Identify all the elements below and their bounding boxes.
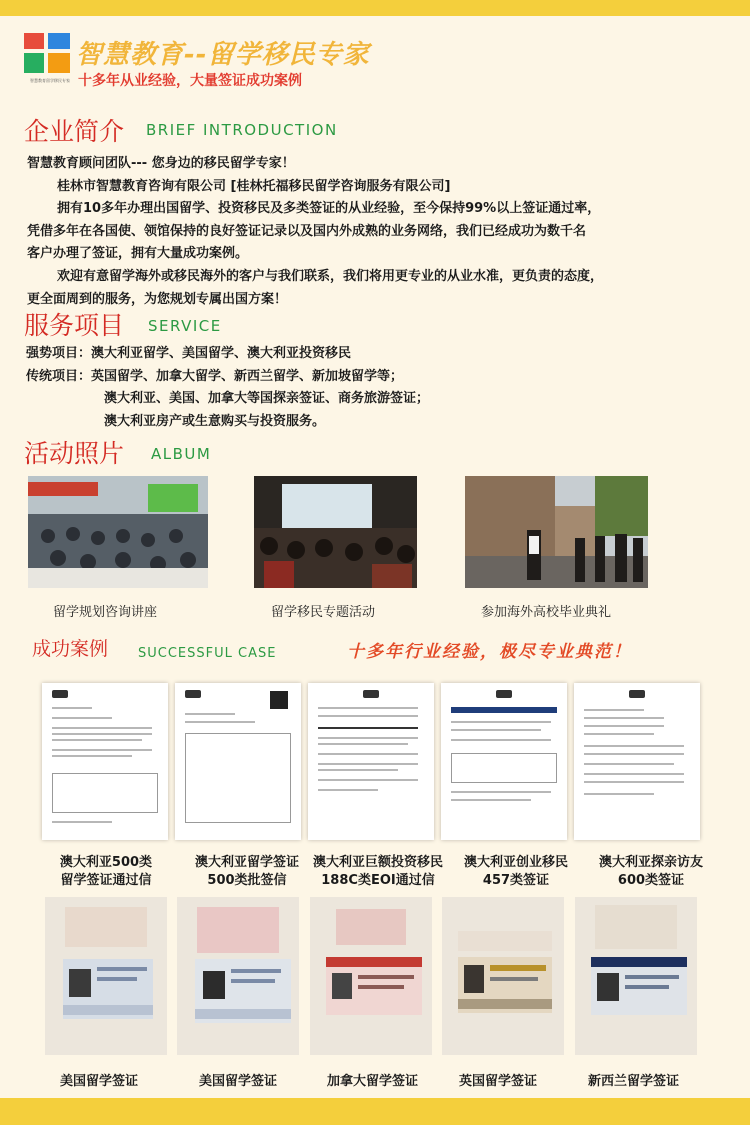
eoi-letter-thumbnail <box>308 683 434 840</box>
case-caption: 澳大利亚创业移民 457类签证 <box>463 855 568 888</box>
passport-caption: 新西兰留学签证 <box>588 1074 680 1089</box>
intro-line: 桂林市智慧教育咨询有限公司 [桂林托福移民留学咨询服务有限公司] <box>57 178 451 194</box>
visitor-visa-thumbnail <box>574 683 700 840</box>
logo-caption: 智慧教育留学移民专家 <box>30 78 70 83</box>
passport-caption: 美国留学签证 <box>199 1074 278 1089</box>
photo-caption: 参加海外高校毕业典礼 <box>481 605 612 620</box>
photo-graduation <box>465 476 648 588</box>
us-visa-passport <box>45 897 167 1055</box>
album-heading-en: ALBUM <box>151 445 212 463</box>
nz-visa-passport <box>575 897 697 1055</box>
us-visa-passport <box>177 897 299 1055</box>
visa-grant-thumbnail <box>175 683 301 840</box>
logo-icon <box>24 33 70 79</box>
visa-letter-thumbnail <box>42 683 168 840</box>
case-caption: 澳大利亚探亲访友 600类签证 <box>598 855 703 888</box>
passport-caption: 加拿大留学签证 <box>327 1074 419 1089</box>
service-heading-en: SERVICE <box>148 317 222 335</box>
intro-line: 更全面周到的服务，为您规划专属出国方案！ <box>27 291 288 307</box>
case-caption: 澳大利亚巨额投资移民 188C类EOI通过信 <box>312 855 443 888</box>
intro-text <box>27 153 727 311</box>
photo-seminar <box>28 476 208 588</box>
top-band <box>0 0 750 16</box>
passport-caption: 英国留学签证 <box>459 1074 538 1089</box>
passport-caption: 美国留学签证 <box>60 1074 139 1089</box>
canada-visa-passport <box>310 897 432 1055</box>
case-caption: 澳大利亚500类 留学签证通过信 <box>59 855 153 888</box>
service-line: 澳大利亚、美国、加拿大等国探亲签证、商务旅游签证； <box>104 391 430 406</box>
intro-heading-en: BRIEF INTRODUCTION <box>146 121 338 139</box>
intro-line: 凭借多年在各国使、领馆保持的良好签证记录以及国内外成熟的业务网络，我们已经成功为数千名 <box>27 223 587 239</box>
photo-caption: 留学规划咨询讲座 <box>53 605 158 620</box>
service-line: 传统项目：英国留学、加拿大留学、新西兰留学、新加坡留学等； <box>26 368 404 384</box>
intro-heading: 企业简介 <box>24 117 125 146</box>
photo-event <box>254 476 417 588</box>
bottom-band <box>0 1098 750 1125</box>
service-line: 强势项目：澳大利亚留学、美国留学、澳大利亚投资移民 <box>26 346 352 361</box>
intro-line: 智慧教育顾问团队--- 您身边的移民留学专家！ <box>27 156 295 171</box>
cases-heading-en: SUCCESSFUL CASE <box>138 646 277 661</box>
vevo-thumbnail <box>441 683 567 840</box>
photo-caption: 留学移民专题活动 <box>271 605 376 620</box>
brand-subtitle: 十多年从业经验，大量签证成功案例 <box>78 73 302 89</box>
intro-line: 欢迎有意留学海外或移民海外的客户与我们联系，我们将用更专业的从业水准，更负责的态度， <box>57 268 604 284</box>
service-line: 澳大利亚房产或生意购买与投资服务。 <box>104 413 326 429</box>
album-heading: 活动照片 <box>24 439 125 468</box>
case-caption: 澳大利亚留学签证 500类批签信 <box>194 855 299 888</box>
slogan: 十多年行业经验，极尽专业典范！ <box>347 642 632 662</box>
brand-title: 智慧教育--留学移民专家 <box>76 40 370 70</box>
service-heading: 服务项目 <box>24 311 125 340</box>
service-list <box>26 343 429 433</box>
uk-visa-passport <box>442 897 564 1055</box>
intro-line: 客户办理了签证，拥有大量成功案例。 <box>27 246 249 262</box>
intro-line: 拥有10多年办理出国留学、投资移民及多类签证的从业经验，至今保持99%以上签证通过率， <box>57 201 601 217</box>
cases-heading: 成功案例 <box>32 638 109 660</box>
